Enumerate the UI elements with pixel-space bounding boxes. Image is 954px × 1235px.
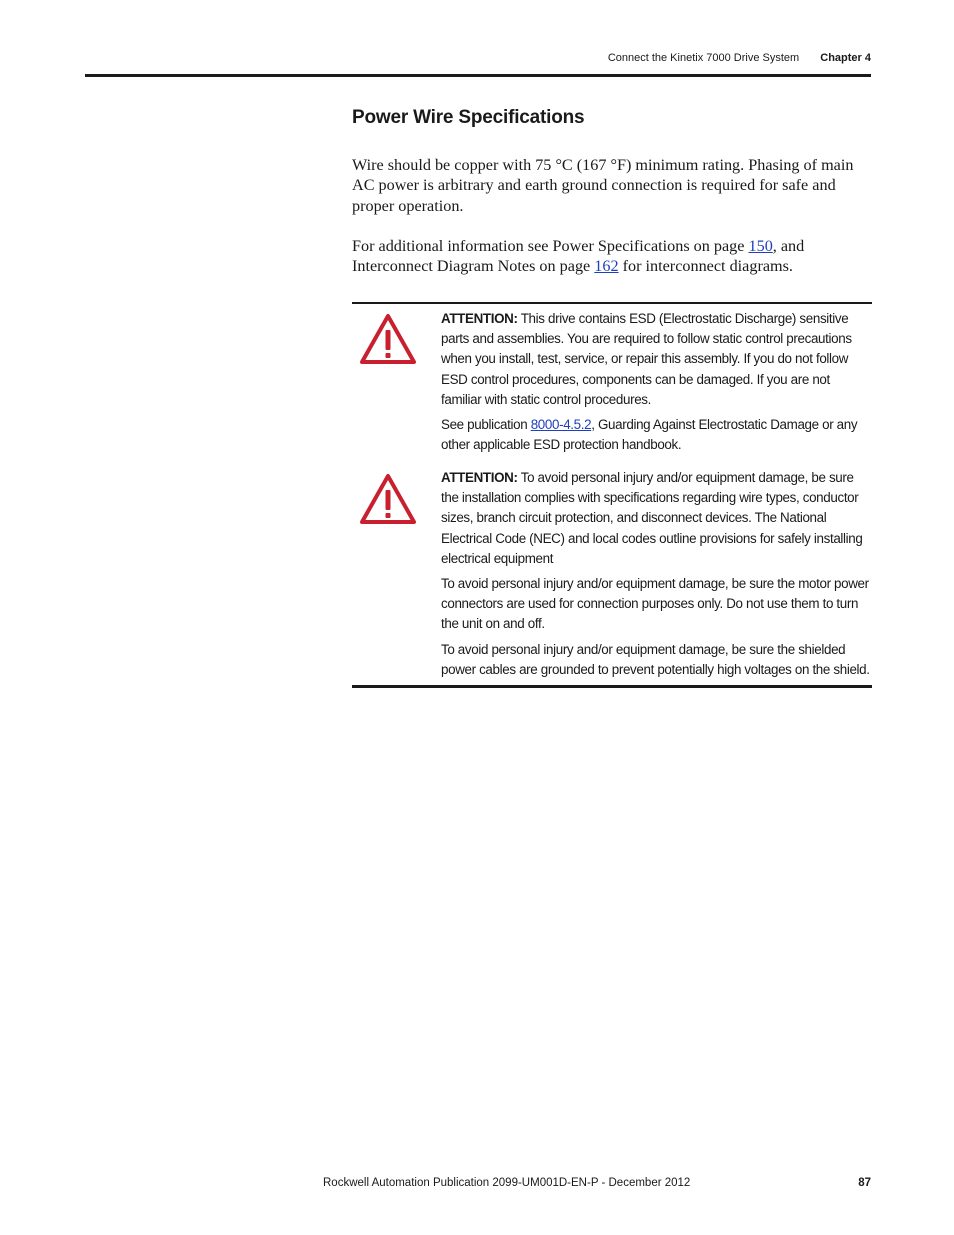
- page-link-162[interactable]: 162: [594, 257, 619, 276]
- page-title: Power Wire Specifications: [352, 107, 585, 128]
- warning-triangle-icon: [360, 474, 416, 524]
- attention-esd: [441, 309, 873, 410]
- header-rule: [85, 74, 871, 77]
- footer-publication: Rockwell Automation Publication 2099-UM001D-EN-P - December 2012: [323, 1177, 691, 1189]
- running-header: [85, 52, 871, 64]
- attention-label: ATTENTION:: [441, 470, 518, 485]
- attention-text: , Guarding Against Electrostatic Damage or any other applicable ESD protection handbook.: [441, 417, 858, 453]
- paragraph-text: For additional information see Power Specifications on page: [352, 237, 749, 255]
- attention-installation: [441, 468, 873, 569]
- header-chapter: Chapter 4: [820, 52, 871, 64]
- attention-text: This drive contains ESD (Electrostatic Discharge) sensitive parts and assemblies. You are required to follow static control precautions when you install, test, service, or repair this assembly. If you do not follow ESD control procedures, components can be damaged. If you are not familiar with static control procedures.: [441, 311, 852, 407]
- paragraph-additional-info: [352, 236, 857, 277]
- attention-text: See publication: [441, 417, 531, 432]
- attention-box-top-rule: [352, 302, 872, 304]
- page-number: 87: [858, 1177, 871, 1189]
- page-link-150[interactable]: 150: [748, 237, 773, 255]
- paragraph-wire-rating: Wire should be copper with 75 °C (167 °F) minimum rating. Phasing of main AC power is arbitrary and earth ground connection is required for safe and proper operation.: [352, 156, 854, 215]
- header-section-title: Connect the Kinetix 7000 Drive System: [607, 52, 800, 64]
- attention-text: To avoid personal injury and/or equipment damage, be sure the installation complies with specifications regarding wire types, conductor sizes, branch circuit protection, and disconnect devices. The National Electrical Code (NEC) and local codes outline provisions for safely installing electrical equipment: [441, 470, 863, 566]
- publication-link[interactable]: 8000-4.5.2: [530, 417, 592, 432]
- attention-box-bottom-rule: [352, 685, 872, 688]
- warning-triangle-icon: [360, 314, 416, 364]
- paragraph-text: for interconnect diagrams.: [618, 257, 793, 276]
- attention-label: ATTENTION:: [441, 311, 518, 326]
- attention-shielded-cables: To avoid personal injury and/or equipment damage, be sure the shielded power cables are grounded to prevent potentially high voltages on the shield.: [441, 642, 870, 678]
- attention-esd-publication: [441, 415, 873, 455]
- attention-motor-connectors: To avoid personal injury and/or equipment damage, be sure the motor power connectors are used for connection purposes only. Do not use them to turn the unit on and off.: [441, 576, 869, 632]
- paragraph-text: , and Interconnect Diagram Notes on page: [352, 237, 805, 276]
